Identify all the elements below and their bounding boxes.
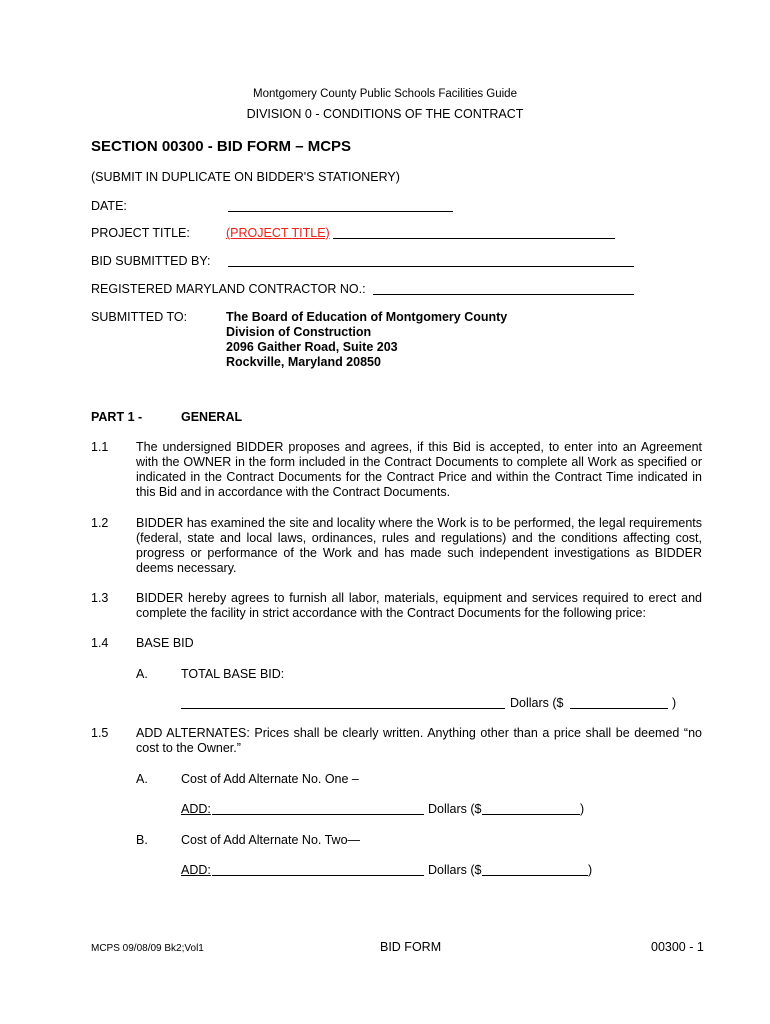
alternate-letter: A. <box>136 772 148 786</box>
address-line-4: Rockville, Maryland 20850 <box>226 355 381 369</box>
part-title: GENERAL <box>181 410 243 424</box>
address-line-2: Division of Construction <box>226 325 372 339</box>
base-bid-dollars-label: Dollars ($ <box>510 696 564 710</box>
division-header: DIVISION 0 - CONDITIONS OF THE CONTRACT <box>246 107 524 121</box>
alternate-amount-field[interactable] <box>482 802 580 815</box>
alternate-label: Cost of Add Alternate No. One – <box>181 772 359 786</box>
alternate-amount-field[interactable] <box>482 863 588 876</box>
alternate-label: Cost of Add Alternate No. Two— <box>181 833 361 847</box>
date-label: DATE: <box>91 199 127 213</box>
address-line-3: 2096 Gaither Road, Suite 203 <box>226 340 398 354</box>
alternate-dollars-label: Dollars ($ <box>428 863 482 877</box>
guide-header: Montgomery County Public Schools Facilities Guide <box>253 88 517 100</box>
alternate-close: ) <box>580 802 585 816</box>
item-text: The undersigned BIDDER proposes and agrees, if this Bid is accepted, to enter into an Agreement with the OWNER in the form included in the Contract Documents to complete all Work as specified or indicated in the Contract Documents for the Contract Price and within the Contract Time indicated in this Bid and in accordance with the Contract Documents. <box>136 440 702 499</box>
base-bid-letter: A. <box>136 667 148 681</box>
item-number: 1.4 <box>91 636 109 650</box>
footer-center: BID FORM <box>380 940 442 954</box>
project-title-value: (PROJECT TITLE) <box>226 226 330 240</box>
project-title-label: PROJECT TITLE: <box>91 226 190 240</box>
footer-page-number: 00300 - 1 <box>651 940 704 954</box>
project-title-field[interactable] <box>333 226 615 239</box>
alternate-add-label: ADD: <box>181 863 211 877</box>
alternate-dollars-label: Dollars ($ <box>428 802 482 816</box>
bid-submitted-label: BID SUBMITTED BY: <box>91 254 211 268</box>
item-text: BASE BID <box>136 636 194 650</box>
item-number: 1.3 <box>91 591 109 605</box>
section-title: SECTION 00300 - BID FORM – MCPS <box>91 138 352 155</box>
item-text: ADD ALTERNATES: Prices shall be clearly written. Anything other than a price shall be deemed “no cost to the Owner.” <box>136 726 702 755</box>
base-bid-close: ) <box>672 696 677 710</box>
item-text: BIDDER has examined the site and locality where the Work is to be performed, the legal requirements (federal, state and local laws, ordinances, rules and regulations) and the conditions affecting cost, progress or performance of the Work and has made such independent investigations as BIDDER deems necessary. <box>136 516 702 575</box>
submit-instruction: (SUBMIT IN DUPLICATE ON BIDDER'S STATIONERY) <box>91 170 400 184</box>
base-bid-label: TOTAL BASE BID: <box>181 667 285 681</box>
item-number: 1.1 <box>91 440 109 454</box>
part-label: PART 1 - <box>91 410 143 424</box>
alternate-letter: B. <box>136 833 148 847</box>
contractor-no-field[interactable] <box>373 282 634 295</box>
item-number: 1.2 <box>91 516 109 530</box>
bid-submitted-field[interactable] <box>228 254 634 267</box>
item-number: 1.5 <box>91 726 109 740</box>
contractor-no-label: REGISTERED MARYLAND CONTRACTOR NO.: <box>91 282 366 296</box>
footer-left: MCPS 09/08/09 Bk2;Vol1 <box>91 943 204 954</box>
base-bid-amount-field[interactable] <box>570 696 668 709</box>
alternate-add-label: ADD: <box>181 802 211 816</box>
alternate-words-field[interactable] <box>212 863 424 876</box>
item-text: BIDDER hereby agrees to furnish all labor, materials, equipment and services required to erect and complete the facility in strict accordance with the Contract Documents for the following price: <box>136 591 702 620</box>
date-field[interactable] <box>228 199 453 212</box>
address-line-1: The Board of Education of Montgomery County <box>226 310 508 324</box>
submitted-to-label: SUBMITTED TO: <box>91 310 188 324</box>
alternate-words-field[interactable] <box>212 802 424 815</box>
base-bid-words-field[interactable] <box>181 696 505 709</box>
alternate-close: ) <box>588 863 593 877</box>
